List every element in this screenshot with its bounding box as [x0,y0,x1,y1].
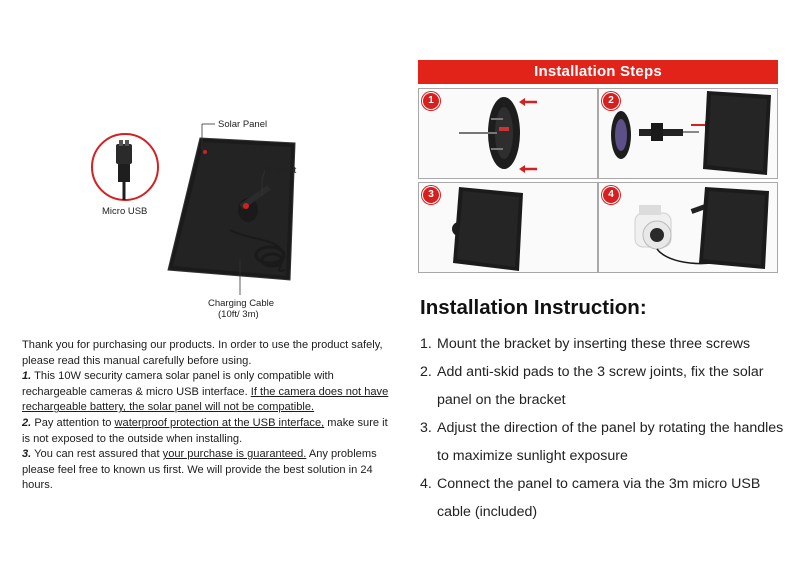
micro-usb-plug-head [116,144,132,164]
installation-instruction-title: Installation Instruction: [420,296,647,319]
instruction-item: 2. Add anti-skid pads to the 3 screw joints, fix the solar panel on the bracket [420,364,764,408]
step-3-number: 3 [422,186,440,204]
step-2-number: 2 [602,92,620,110]
manual-item-2: 2. Pay attention to waterproof protection at the USB interface, make sure it is not exposed to the outside when installing. [22,416,388,445]
instruction-item: 1. Mount the bracket by inserting these three screws [420,336,751,352]
step-1-illustration [419,89,597,178]
step-2-panel [598,88,778,179]
product-diagram [80,110,380,325]
step-4-panel [598,182,778,273]
step-1-panel [418,88,598,179]
step-3-panel [418,182,598,273]
user-manual-text [22,338,394,494]
step-1-number: 1 [422,92,440,110]
bracket-label: Bracket [264,165,297,176]
instruction-item: 4. Connect the panel to camera via the 3m micro USB cable (included) [420,476,761,520]
micro-usb-label: Micro USB [102,206,148,217]
step-4-illustration [599,183,777,272]
step-2-illustration [599,89,777,178]
instruction-item: 3. Adjust the direction of the panel by rotating the handles to maximize sunlight exposure [420,420,784,464]
solar-panel-label: Solar Panel [218,119,268,130]
manual-intro: Thank you for purchasing our products. In order to use the product safely, please read this manual carefully before using. [22,339,383,367]
manual-item-1: 1. This 10W security camera solar panel is only compatible with rechargeable cameras & micro USB interface. If the camera does not have rechargeable battery, the solar panel will not be compatible. [22,370,389,414]
manual-item-3: 3. You can rest assured that your purchase is guaranteed. Any problems please feel free to known us first. We will provide the best solution in 24 hours. [22,448,377,492]
step-4-number: 4 [602,186,620,204]
step-3-illustration [419,183,597,272]
cable-length-label: (10ft/ 3m) [218,309,259,320]
installation-steps-banner: Installation Steps [418,60,778,84]
charging-cable-label: Charging Cable [208,298,275,309]
installation-instruction-list [420,330,790,526]
solar-panel-illustration [80,110,380,325]
